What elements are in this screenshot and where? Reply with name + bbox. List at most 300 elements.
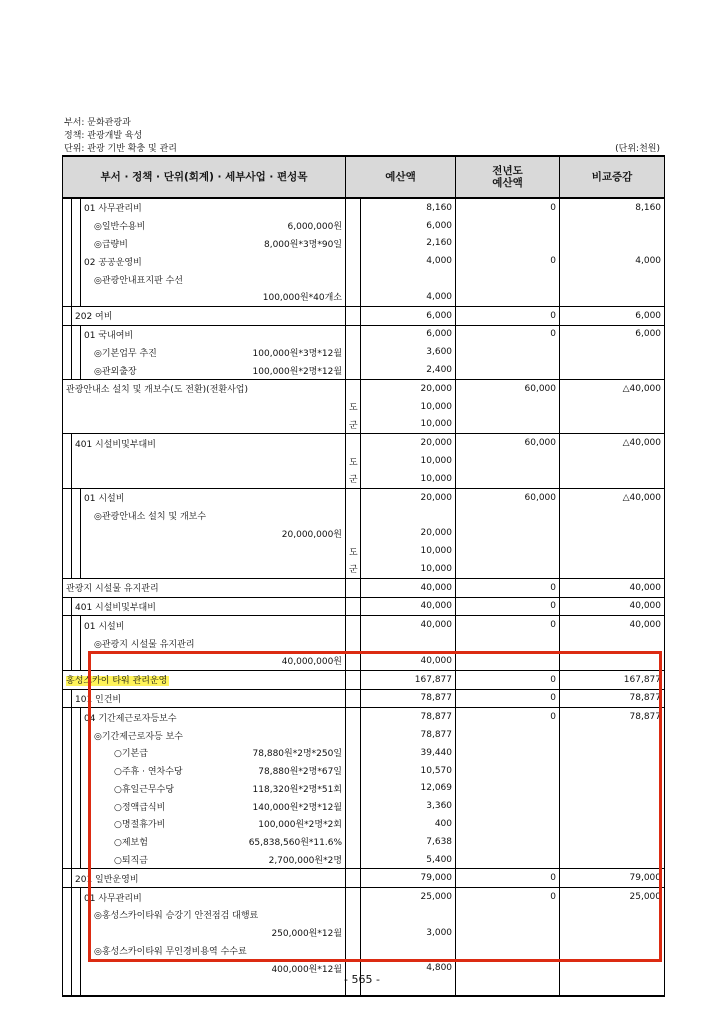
indent-cell [72,924,81,942]
row-description [63,379,346,397]
fund-source [346,815,361,833]
row-description [72,470,346,488]
fund-source [346,488,361,506]
diff-amount [560,780,665,798]
budget-amount: 400 [361,815,456,833]
indent-cell [72,744,81,762]
row-calculation: 100,000원*3명*12월 [252,348,343,359]
row-label: ○정액급식비 [114,802,166,813]
indent-cell [63,762,72,780]
indent-cell [72,797,81,815]
indent-cell [63,708,72,726]
row-label: ◎기간제근로자등 보수 [94,731,183,742]
diff-amount [560,652,665,670]
row-description [81,815,346,833]
prev-budget-amount [456,560,560,578]
meta-policy: 정책: 관광개발 육성 [64,131,143,141]
row-label: ◎급량비 [94,239,128,250]
indent-cell [72,780,81,798]
budget-amount: 10,000 [361,560,456,578]
diff-amount [560,524,665,542]
row-label: ◎관외출장 [94,366,137,377]
budget-amount: 40,000 [361,652,456,670]
fund-source [346,797,361,815]
table-row [63,452,665,470]
row-label: 201 일반운영비 [75,874,139,885]
prev-budget-amount [456,762,560,780]
fund-source [346,235,361,253]
indent-cell [63,815,72,833]
fund-source [346,198,361,217]
table-row [63,542,665,560]
fund-source [346,252,361,270]
diff-amount: 6,000 [560,306,665,325]
budget-amount: 6,000 [361,306,456,325]
budget-amount: 8,160 [361,198,456,217]
row-description [81,833,346,851]
row-label: ○기본급 [114,749,148,760]
prev-budget-amount [456,235,560,253]
table-row [63,597,665,616]
indent-cell [63,470,72,488]
indent-cell [63,780,72,798]
budget-amount: 4,000 [361,252,456,270]
fund-source [346,379,361,397]
row-label: 관광지 시설물 유지관리 [66,584,159,595]
column-header-prev: 전년도 예산액 [456,156,560,198]
budget-amount: 20,000 [361,488,456,506]
indent-cell [72,942,81,960]
table-row [63,797,665,815]
indent-cell [63,542,72,560]
fund-source [346,217,361,235]
indent-cell [63,325,72,343]
row-label: ○휴일근무수당 [114,784,175,795]
budget-amount: 7,638 [361,833,456,851]
row-description [81,634,346,652]
table-row [63,379,665,397]
row-description [81,906,346,924]
budget-table [62,155,665,997]
table-row [63,762,665,780]
budget-amount: 167,877 [361,670,456,689]
row-description [72,689,346,708]
budget-amount: 78,877 [361,726,456,744]
prev-budget-amount: 0 [456,708,560,726]
budget-amount: 10,000 [361,452,456,470]
diff-amount: 8,160 [560,198,665,217]
row-label: ◎일반수용비 [94,222,146,233]
fund-source [346,597,361,616]
indent-cell [63,361,72,379]
diff-amount [560,924,665,942]
budget-amount: 40,000 [361,597,456,616]
indent-cell [72,524,81,542]
table-row [63,270,665,288]
row-label: 01 시설비 [84,494,125,505]
budget-amount: 2,160 [361,235,456,253]
row-description [63,578,346,597]
table-row [63,780,665,798]
budget-amount: 39,440 [361,744,456,762]
row-description [81,343,346,361]
row-description [81,652,346,670]
indent-cell [72,906,81,924]
prev-budget-amount [456,851,560,869]
prev-budget-amount [456,652,560,670]
row-description [72,869,346,888]
fund-source [346,652,361,670]
prev-budget-amount [456,797,560,815]
fund-source: 도 [346,542,361,560]
row-description [72,306,346,325]
diff-amount: △40,000 [560,488,665,506]
row-description [81,235,346,253]
fund-source [346,906,361,924]
prev-budget-amount [456,288,560,306]
diff-amount [560,906,665,924]
budget-amount: 10,000 [361,416,456,434]
prev-budget-amount: 0 [456,252,560,270]
indent-cell [63,616,72,634]
row-description [81,560,346,578]
budget-amount: 78,877 [361,708,456,726]
row-label: ◎관광안내표지판 수선 [94,275,183,286]
fund-source [346,833,361,851]
diff-amount: 79,000 [560,869,665,888]
table-row [63,361,665,379]
diff-amount [560,560,665,578]
indent-cell [72,815,81,833]
indent-cell [63,270,72,288]
indent-cell [72,507,81,525]
indent-cell [72,560,81,578]
row-label: 01 사무관리비 [84,893,142,904]
prev-budget-amount: 0 [456,198,560,217]
indent-cell [72,652,81,670]
prev-budget-amount: 0 [456,597,560,616]
prev-budget-amount [456,524,560,542]
row-description [81,708,346,726]
indent-cell [72,616,81,634]
fund-source [346,507,361,525]
prev-budget-amount [456,833,560,851]
indent-cell [63,198,72,217]
row-calculation: 140,000원*2명*12월 [252,802,343,813]
prev-budget-amount: 60,000 [456,434,560,452]
row-calculation: 78,880원*2명*250일 [252,749,343,760]
indent-cell [63,634,72,652]
row-calculation: 100,000원*40개소 [262,293,343,304]
indent-cell [72,361,81,379]
fund-source [346,578,361,597]
diff-amount: 40,000 [560,597,665,616]
table-row [63,306,665,325]
indent-cell [72,198,81,217]
prev-budget-amount [456,270,560,288]
budget-amount: 6,000 [361,325,456,343]
row-description [81,616,346,634]
fund-source [346,343,361,361]
diff-amount [560,762,665,780]
indent-cell [63,726,72,744]
indent-cell [72,833,81,851]
prev-budget-amount [456,343,560,361]
fund-source: 군 [346,470,361,488]
indent-cell [72,235,81,253]
document-meta [64,117,177,156]
row-label: ○제보험 [114,838,148,849]
row-description [81,888,346,906]
diff-amount [560,452,665,470]
prev-budget-amount [456,726,560,744]
budget-amount: 10,000 [361,470,456,488]
fund-source [346,325,361,343]
row-description [81,780,346,798]
budget-amount: 4,800 [361,959,456,977]
budget-amount: 79,000 [361,869,456,888]
row-calculation: 65,838,560원*11.6% [248,838,343,849]
row-calculation: 8,000원*3명*90일 [263,239,343,250]
diff-amount [560,416,665,434]
prev-budget-amount: 0 [456,670,560,689]
fund-source [346,869,361,888]
row-calculation: 250,000원*12월 [271,929,343,940]
row-label: ◎홍성스카이타워 승강기 안전점검 대행료 [94,911,259,922]
indent-cell [63,597,72,616]
table-row [63,398,665,416]
table-row [63,198,665,217]
fund-source [346,634,361,652]
row-description [81,762,346,780]
row-description [81,288,346,306]
prev-budget-amount [456,361,560,379]
row-description [81,361,346,379]
row-description [81,797,346,815]
indent-cell [72,270,81,288]
table-row [63,252,665,270]
budget-amount [361,906,456,924]
row-label: 01 국내여비 [84,330,134,341]
budget-amount: 12,069 [361,780,456,798]
row-label: ◎관광지 시설물 유지관리 [94,639,195,650]
row-label: ◎관광안내소 설치 및 개보수 [94,511,207,522]
indent-cell [63,560,72,578]
diff-amount [560,507,665,525]
budget-amount: 25,000 [361,888,456,906]
row-label: 401 시설비및부대비 [75,602,156,613]
prev-budget-amount [456,744,560,762]
indent-cell [72,708,81,726]
row-calculation: 100,000원*2명*2회 [258,820,343,831]
row-description [81,726,346,744]
row-description [72,597,346,616]
fund-source [346,361,361,379]
table-row [63,343,665,361]
table-row [63,833,665,851]
table-row [63,560,665,578]
indent-cell [72,851,81,869]
row-label: 401 시설비및부대비 [75,439,156,450]
prev-budget-amount [456,507,560,525]
row-label: 04 기간제근로자등보수 [84,713,177,724]
table-row [63,434,665,452]
row-calculation: 400,000원*12월 [271,964,343,975]
table-row [63,869,665,888]
prev-budget-amount: 0 [456,689,560,708]
row-description [81,924,346,942]
diff-amount [560,470,665,488]
row-calculation: 20,000,000원 [281,529,343,540]
table-header-row [63,156,665,198]
budget-amount: 40,000 [361,616,456,634]
indent-cell [63,851,72,869]
diff-amount: 6,000 [560,325,665,343]
row-description [81,851,346,869]
indent-cell [72,634,81,652]
indent-cell [63,507,72,525]
indent-cell [72,343,81,361]
row-description [81,942,346,960]
table-row [63,616,665,634]
budget-amount: 20,000 [361,524,456,542]
budget-amount: 10,000 [361,542,456,560]
budget-amount: 78,877 [361,689,456,708]
prev-budget-amount [456,924,560,942]
table-row [63,488,665,506]
column-header-desc: 부서 · 정책 · 단위(회계) · 세부사업 · 편성목 [63,156,346,198]
diff-amount: 40,000 [560,616,665,634]
row-calculation: 100,000원*2명*12월 [252,366,343,377]
table-row [63,217,665,235]
row-label: 02 공공운영비 [84,257,142,268]
indent-cell [72,542,81,560]
indent-cell [72,888,81,906]
indent-cell [72,288,81,306]
table-row [63,888,665,906]
prev-budget-amount: 0 [456,616,560,634]
budget-amount [361,942,456,960]
indent-cell [72,726,81,744]
fund-source [346,726,361,744]
row-calculation: 2,700,000원*2명 [268,856,343,867]
prev-budget-amount [456,470,560,488]
table-row [63,288,665,306]
diff-amount: △40,000 [560,434,665,452]
prev-budget-amount: 0 [456,325,560,343]
table-row [63,815,665,833]
budget-amount: 3,000 [361,924,456,942]
indent-cell [72,325,81,343]
budget-amount: 3,360 [361,797,456,815]
row-description [81,488,346,506]
indent-cell [63,833,72,851]
fund-source [346,851,361,869]
diff-amount: 25,000 [560,888,665,906]
diff-amount [560,235,665,253]
table-row [63,689,665,708]
fund-source: 도 [346,452,361,470]
indent-cell [63,235,72,253]
page-number: - 565 - [344,973,380,986]
indent-cell [63,252,72,270]
prev-budget-amount [456,815,560,833]
indent-cell [63,924,72,942]
diff-amount [560,270,665,288]
budget-amount: 6,000 [361,217,456,235]
indent-cell [72,762,81,780]
indent-cell [63,343,72,361]
budget-amount: 10,570 [361,762,456,780]
meta-department: 부서: 문화관광과 [64,118,131,128]
diff-amount [560,942,665,960]
row-description [81,325,346,343]
prev-budget-amount [456,942,560,960]
table-row [63,325,665,343]
budget-amount [361,634,456,652]
prev-budget-amount [456,452,560,470]
diff-amount [560,343,665,361]
diff-amount [560,398,665,416]
table-row [63,235,665,253]
table-row [63,524,665,542]
table-row [63,726,665,744]
row-description [81,744,346,762]
row-description [81,524,346,542]
indent-cell [72,252,81,270]
row-calculation: 118,320원*2명*51회 [252,784,343,795]
diff-amount [560,288,665,306]
fund-source [346,434,361,452]
row-label: 홍성스카이 타워 관리운영 [66,676,168,687]
fund-source [346,306,361,325]
table-row [63,416,665,434]
diff-amount [560,744,665,762]
indent-cell [63,488,72,506]
fund-source [346,744,361,762]
row-label: 관광안내소 설치 및 개보수(도 전환)(전환사업) [66,385,248,396]
diff-amount: 167,877 [560,670,665,689]
row-description [63,670,346,689]
table-row [63,942,665,960]
diff-amount [560,833,665,851]
budget-amount: 3,600 [361,343,456,361]
table-row [63,507,665,525]
indent-cell [63,288,72,306]
fund-source [346,288,361,306]
fund-source [346,689,361,708]
fund-source [346,780,361,798]
prev-budget-amount: 0 [456,306,560,325]
row-description [81,507,346,525]
table-row [63,744,665,762]
indent-cell [63,306,72,325]
diff-amount [560,634,665,652]
table-row [63,670,665,689]
budget-amount: 10,000 [361,398,456,416]
budget-amount: 4,000 [361,288,456,306]
prev-budget-amount: 60,000 [456,379,560,397]
prev-budget-amount: 60,000 [456,488,560,506]
meta-unit: 단위: 관광 기반 확충 및 관리 [64,144,177,154]
indent-cell [63,434,72,452]
budget-amount: 40,000 [361,578,456,597]
indent-cell [63,524,72,542]
fund-source [346,924,361,942]
budget-amount: 5,400 [361,851,456,869]
row-calculation: 6,000,000원 [287,222,343,233]
prev-budget-amount [456,906,560,924]
